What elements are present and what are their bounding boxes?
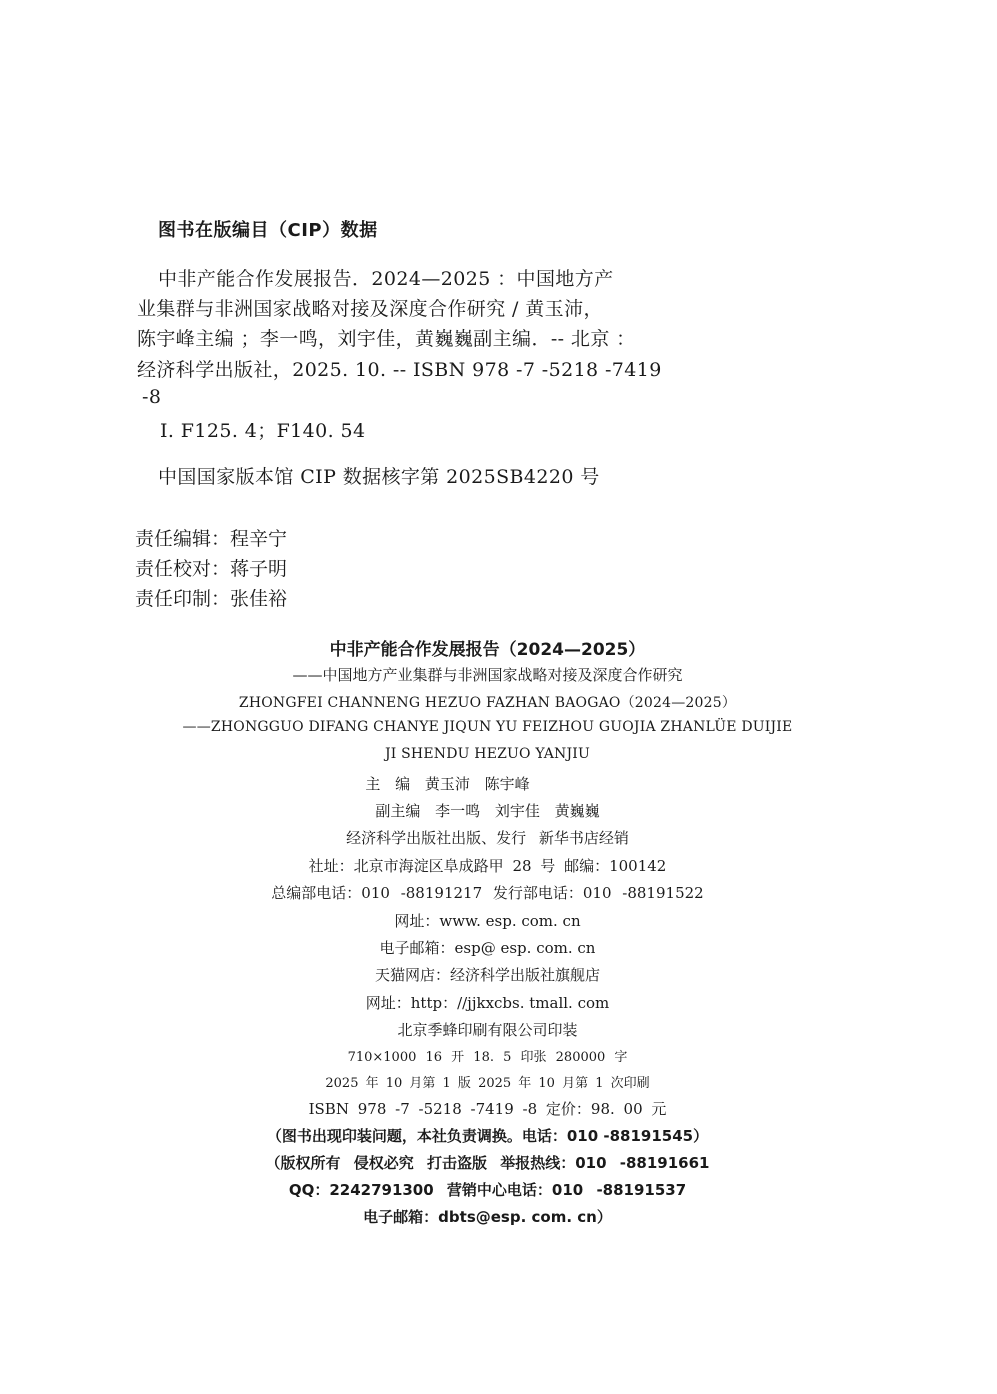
tmall-store-line: 天猫网店：经济科学出版社旗舰店: [374, 966, 600, 984]
cip-line-1: 中非产能合作发展报告．2024—2025 ：中国地方产: [158, 268, 614, 290]
cip-line-2: 业集群与非洲国家战略对接及深度合作研究 / 黄玉沛，: [137, 298, 603, 320]
website-line: 网址：www. esp. com. cn: [394, 912, 581, 930]
chief-editors: 主 编 黄玉沛 陈宇峰: [365, 775, 530, 793]
cip-heading: 图书在版编目（CIP）数据: [158, 220, 378, 241]
email-line: 电子邮箱：esp@ esp. com. cn: [379, 939, 596, 957]
phones-line: 总编部电话：010 -88191217 发行部电话：010 -88191522: [271, 884, 704, 902]
format-line: 710×1000 16 开 18. 5 印张 280000 字: [347, 1050, 628, 1065]
responsible-printing: 责任印制：张佳裕: [135, 588, 288, 610]
notice-line-4: 电子邮箱：dbts@esp. com. cn）: [363, 1208, 612, 1226]
cip-line-5: -8: [142, 386, 162, 408]
colophon-pinyin-subtitle-1: ——ZHONGGUO DIFANG CHANYE JIQUN YU FEIZHOU GUOJIA ZHANLÜE DUIJIE: [182, 719, 793, 735]
notice-line-2: （版权所有 侵权必究 打击盗版 举报热线：010 -88191661: [265, 1154, 710, 1172]
colophon-pinyin-title: ZHONGFEI CHANNENG HEZUO FAZHAN BAOGAO（2024—2025）: [238, 695, 737, 711]
responsible-editor: 责任编辑：程辛宁: [135, 528, 288, 550]
notice-line-1: （图书出现印装问题，本社负责调换。电话：010 -88191545）: [266, 1127, 709, 1145]
cip-line-3: 陈宇峰主编 ；李一鸣，刘宇佳，黄巍巍副主编．-- 北京 ：: [137, 328, 636, 350]
colophon-pinyin-subtitle-2: JI SHENDU HEZUO YANJIU: [384, 746, 591, 762]
responsible-proofreader: 责任校对：蒋子明: [135, 558, 288, 580]
edition-line: 2025 年 10 月第 1 版 2025 年 10 月第 1 次印刷: [325, 1076, 650, 1091]
colophon-title: 中非产能合作发展报告（2024—2025）: [329, 640, 646, 660]
deputy-editors: 副主编 李一鸣 刘宇佳 黄巍巍: [375, 802, 600, 820]
address-line: 社址：北京市海淀区阜成路甲 28 号 邮编：100142: [308, 857, 667, 875]
publisher-line: 经济科学出版社出版、发行 新华书店经销: [346, 829, 629, 847]
isbn-price-line: ISBN 978 -7 -5218 -7419 -8 定价：98. 00 元: [308, 1100, 667, 1118]
cip-classification: Ⅰ. F125. 4；F140. 54: [160, 420, 366, 442]
cip-record-number: 中国国家版本馆 CIP 数据核字第 2025SB4220 号: [158, 466, 600, 488]
notice-line-3: QQ：2242791300 营销中心电话：010 -88191537: [288, 1181, 687, 1199]
colophon-subtitle: ——中国地方产业集群与非洲国家战略对接及深度合作研究: [292, 666, 683, 684]
printer-line: 北京季蜂印刷有限公司印装: [397, 1021, 578, 1039]
cip-line-4: 经济科学出版社，2025. 10. -- ISBN 978 -7 -5218 -7419: [137, 359, 662, 381]
tmall-url-line: 网址：http：//jjkxcbs. tmall. com: [365, 994, 610, 1012]
